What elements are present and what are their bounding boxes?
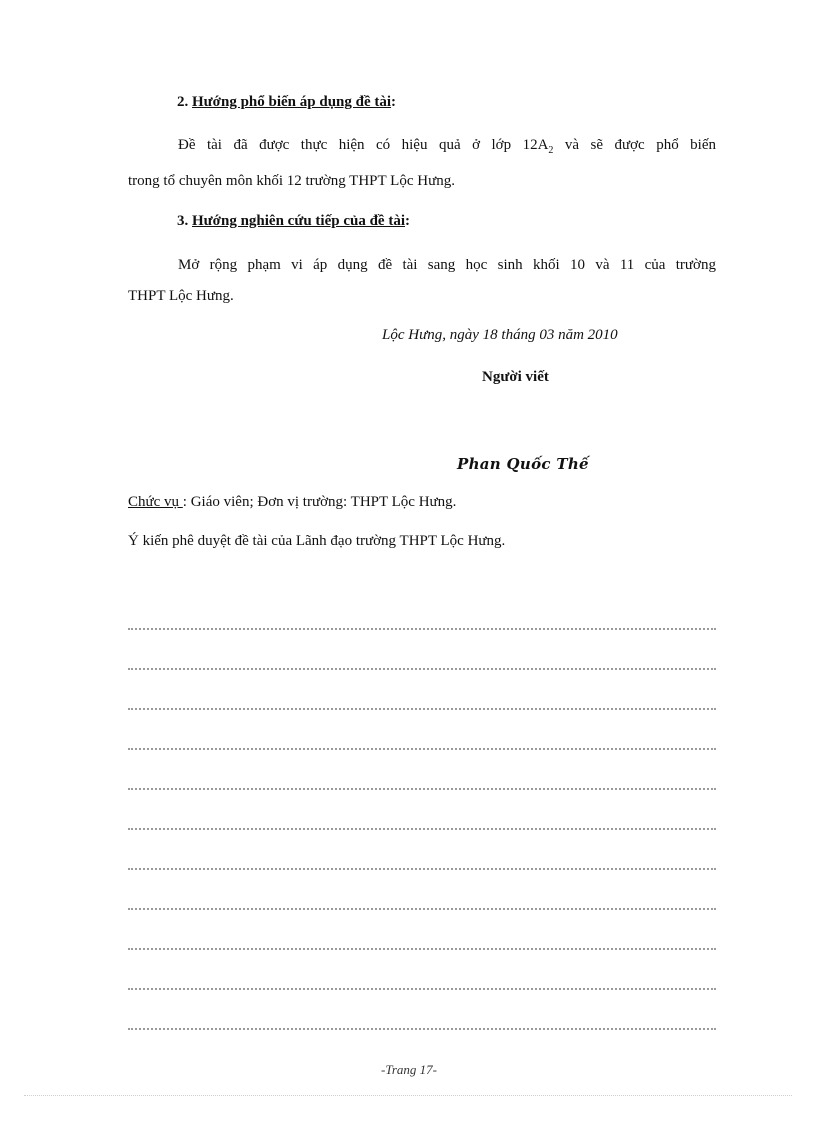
position-value: : Giáo viên; Đơn vị trường: THPT Lộc Hưng. [182, 494, 457, 510]
section-3-title: Hướng nghiên cứu tiếp của đề tài [192, 213, 405, 229]
dotted-line [128, 628, 716, 634]
place-date: Lộc Hưng, ngày 18 tháng 03 năm 2010 [382, 327, 618, 343]
section-2-line-1-text: Đề tài đã được thực hiện có hiệu quả ở lớp 12A [178, 137, 549, 153]
section-2-colon: : [391, 94, 397, 110]
position-line [128, 494, 456, 511]
section-3-line-2: THPT Lộc Hưng. [128, 288, 234, 304]
signer-role: Người viết [482, 369, 549, 385]
section-3-line-1: Mở rộng phạm vi áp dụng đề tài sang học sinh khối 10 và 11 của trường [178, 257, 716, 273]
page-number: -Trang 17- [381, 1062, 437, 1077]
dotted-line [128, 788, 716, 794]
section-2-title: Hướng phổ biến áp dụng đề tài [192, 94, 392, 110]
section-2-line-1 [178, 137, 716, 156]
dotted-line [128, 908, 716, 914]
position-label: Chức vụ [128, 494, 183, 510]
dotted-line [128, 708, 716, 714]
section-2-line-2: trong tổ chuyên môn khối 12 trường THPT Lộc Hưng. [128, 173, 455, 189]
dotted-line [128, 748, 716, 754]
dotted-line [128, 1028, 716, 1034]
dotted-line [128, 988, 716, 994]
approval-line: Ý kiến phê duyệt đề tài của Lãnh đạo trường THPT Lộc Hưng. [128, 533, 506, 549]
section-3-number: 3. [177, 213, 189, 229]
dotted-line [128, 668, 716, 674]
section-3-heading [177, 213, 410, 230]
dotted-line [128, 948, 716, 954]
section-2-heading [177, 94, 396, 111]
section-2-number: 2. [177, 94, 189, 110]
section-2-line-1-tail: và sẽ được phổ biến [553, 137, 716, 153]
signer-name: Phan Quốc Thế [457, 455, 589, 473]
section-2-subscript: 2 [548, 145, 554, 156]
footer-rule [24, 1095, 792, 1096]
dotted-line [128, 868, 716, 874]
dotted-line [128, 828, 716, 834]
section-3-colon: : [405, 213, 410, 229]
